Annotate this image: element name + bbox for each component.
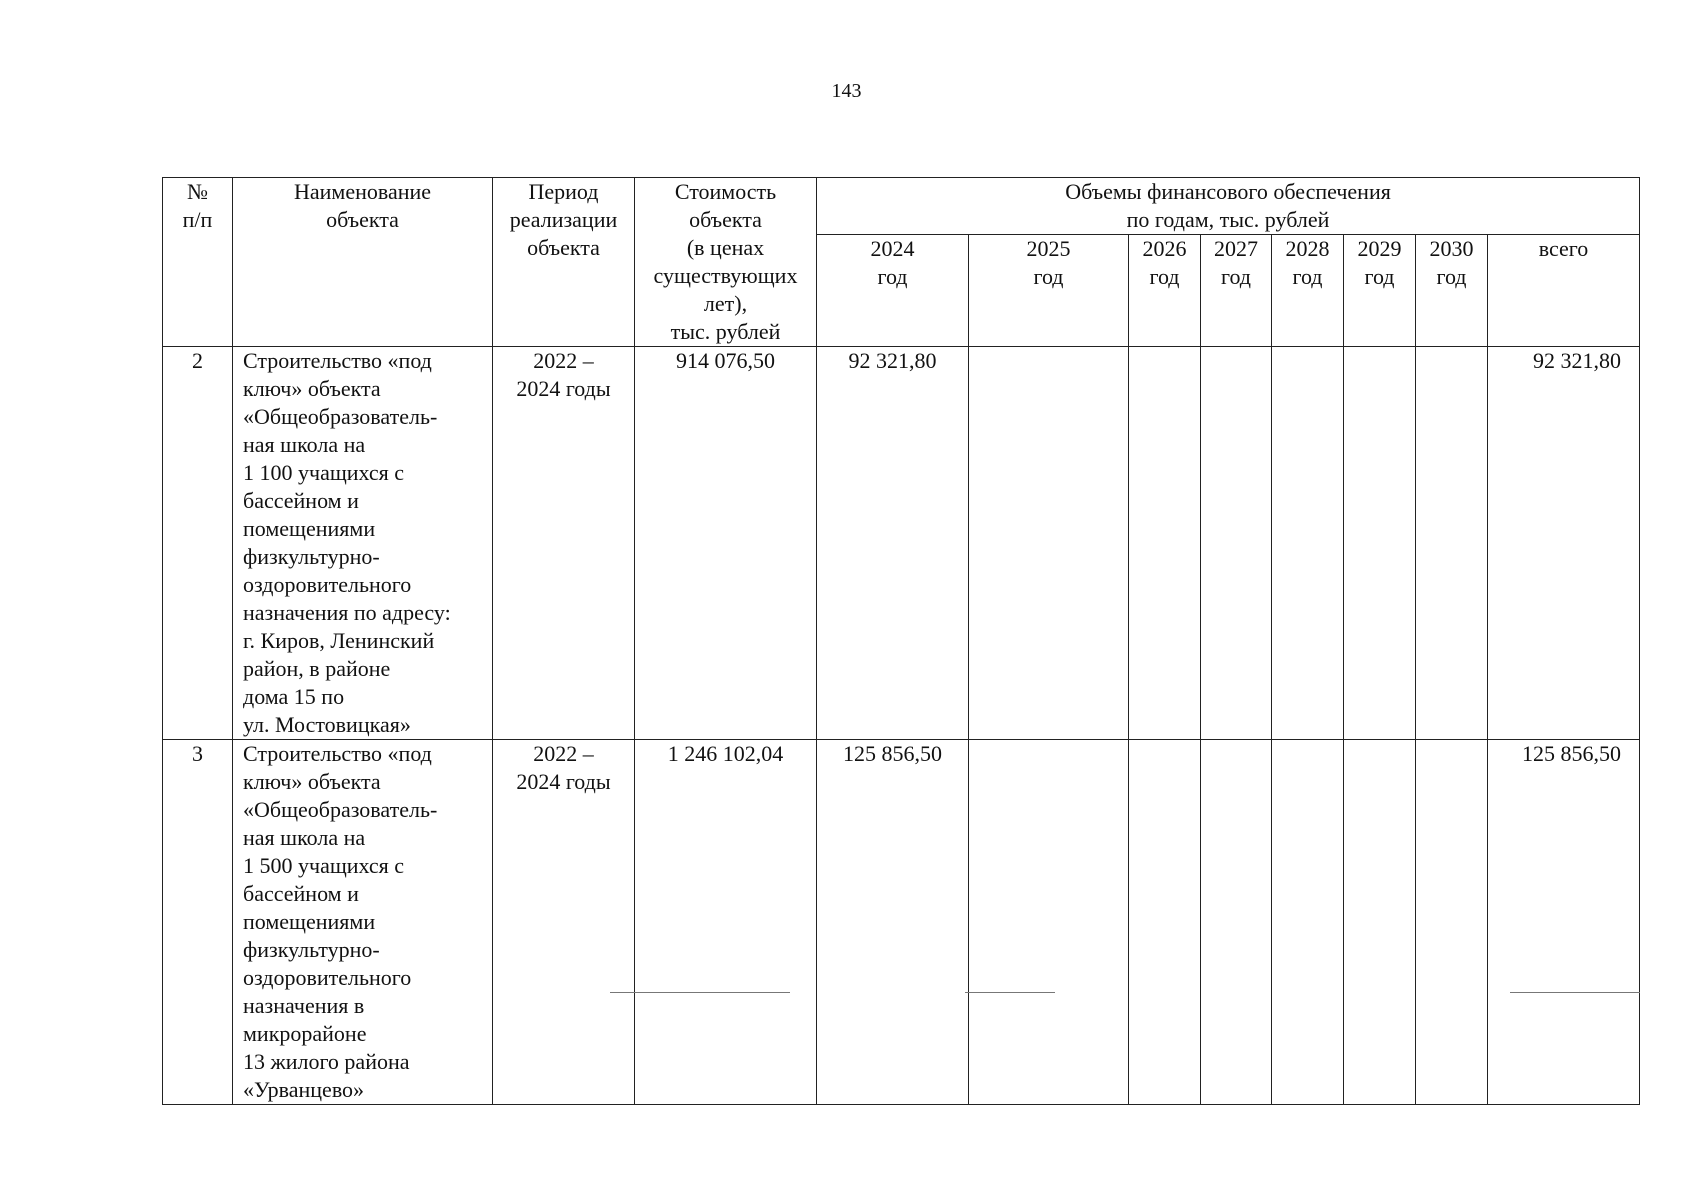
- row-period: 2022 – 2024 годы: [493, 347, 635, 740]
- row-year-2027: [1201, 740, 1272, 1105]
- row-year-2025: [969, 347, 1129, 740]
- row-cost: 914 076,50: [635, 347, 817, 740]
- row-year-2026: [1129, 347, 1201, 740]
- header-row: [163, 178, 1640, 235]
- table-row: [163, 740, 1640, 1105]
- scan-speck: [610, 992, 790, 993]
- header-funding-group: Объемы финансового обеспечения по годам, тыс. рублей: [817, 178, 1640, 235]
- scan-speck: [1510, 992, 1640, 993]
- row-year-2027: [1201, 347, 1272, 740]
- header-total: всего: [1488, 235, 1640, 347]
- row-total: 92 321,80: [1488, 347, 1640, 740]
- header-cost: Стоимость объекта (в ценах существующих лет), тыс. рублей: [635, 178, 817, 347]
- row-year-2029: [1344, 347, 1416, 740]
- header-name: Наименование объекта: [233, 178, 493, 347]
- row-year-2028: [1272, 347, 1344, 740]
- row-total: 125 856,50: [1488, 740, 1640, 1105]
- header-period: Период реализации объекта: [493, 178, 635, 347]
- header-year-2029: 2029 год: [1344, 235, 1416, 347]
- row-year-2024: 125 856,50: [817, 740, 969, 1105]
- row-year-2024: 92 321,80: [817, 347, 969, 740]
- row-num: 3: [163, 740, 233, 1105]
- page-number: 143: [831, 80, 862, 102]
- scan-speck: [965, 992, 1055, 993]
- row-year-2030: [1416, 740, 1488, 1105]
- row-year-2030: [1416, 347, 1488, 740]
- header-year-2025: 2025 год: [969, 235, 1129, 347]
- row-object-name: Строительство «под ключ» объекта «Общеобразователь- ная школа на 1 100 учащихся с бассейном и помещениями физкультурно- оздоровительного назначения по адресу: г. Киров, Ленинский район, в районе дома 15 по ул. Мостовицкая»: [233, 347, 493, 740]
- header-year-2024: 2024 год: [817, 235, 969, 347]
- row-year-2029: [1344, 740, 1416, 1105]
- header-year-2026: 2026 год: [1129, 235, 1201, 347]
- header-num: № п/п: [163, 178, 233, 347]
- row-num: 2: [163, 347, 233, 740]
- row-year-2025: [969, 740, 1129, 1105]
- funding-table: [162, 177, 1640, 1105]
- row-year-2026: [1129, 740, 1201, 1105]
- header-year-2030: 2030 год: [1416, 235, 1488, 347]
- row-object-name: Строительство «под ключ» объекта «Общеобразователь- ная школа на 1 500 учащихся с бассейном и помещениями физкультурно- оздоровительного назначения в микрорайоне 13 жилого района «Урванцево»: [233, 740, 493, 1105]
- row-cost: 1 246 102,04: [635, 740, 817, 1105]
- header-year-2028: 2028 год: [1272, 235, 1344, 347]
- header-year-2027: 2027 год: [1201, 235, 1272, 347]
- row-year-2028: [1272, 740, 1344, 1105]
- table-row: [163, 347, 1640, 740]
- row-period: 2022 – 2024 годы: [493, 740, 635, 1105]
